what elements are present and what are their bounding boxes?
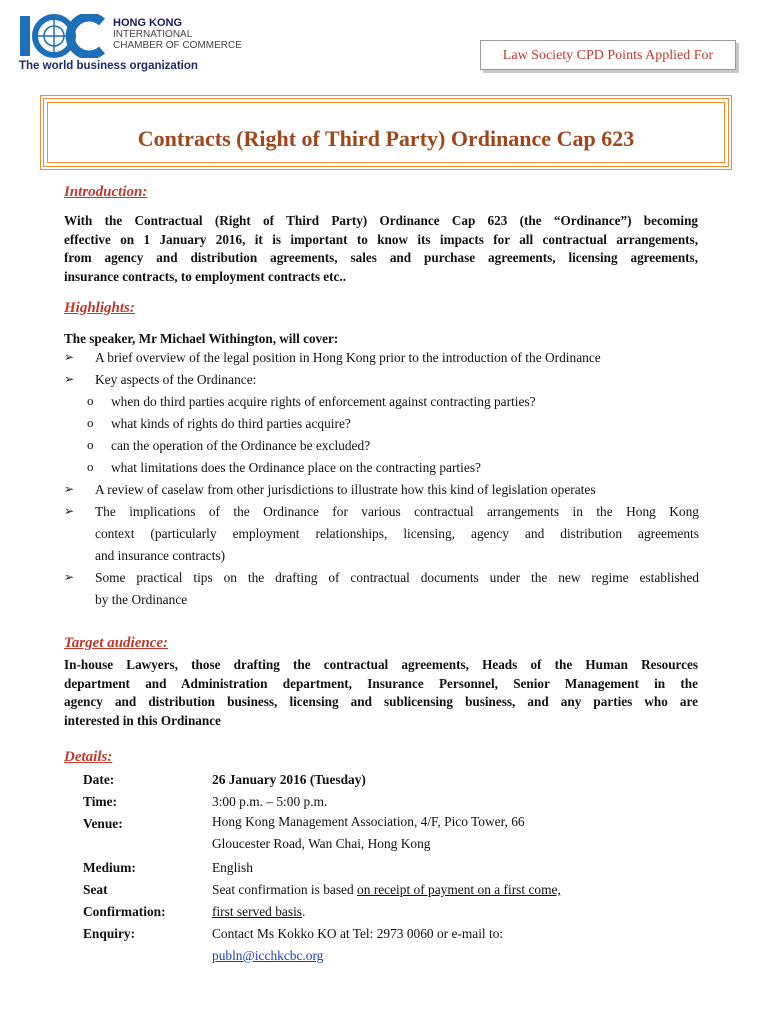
venue-label: Venue: [83,816,123,831]
introduction-heading: Introduction: [64,184,148,200]
venue-line2: Gloucester Road, Wan Chai, Hong Kong [212,836,431,851]
seat-period: . [302,904,306,919]
venue-line1: Hong Kong Management Association, 4/F, Pico Tower, 66 [212,814,525,829]
email-link[interactable]: publn@icchkcbc.org [212,948,324,963]
introduction-text [64,212,698,286]
audience-text [64,656,698,730]
medium-value: English [212,860,253,875]
audience-line: agency and distribution business, licensing and sublicensing business, and any parties who are [64,694,698,709]
icc-globe-icon [18,14,110,58]
circle-bullet-icon: o [87,459,94,474]
seat-value [212,882,561,898]
time-label: Time: [83,794,117,809]
list-item: A brief overview of the legal position in Hong Kong prior to the introduction of the Ordinance [95,350,601,365]
icc-logo [18,14,258,76]
arrow-bullet-icon: ➢ [64,482,75,496]
circle-bullet-icon: o [87,393,94,408]
tagline: The world business organization [19,60,198,72]
intro-line: from agency and distribution agreements, sales and purchase agreements, licensing agreements, [64,250,698,265]
circle-bullet-icon: o [87,437,94,452]
seat-text: Seat confirmation is based [212,882,358,897]
audience-line: interested in this Ordinance [64,712,221,728]
highlights-heading: Highlights: [64,300,135,316]
audience-heading: Target audience: [64,635,169,651]
list-item-cont: by the Ordinance [95,592,188,607]
date-value: 26 January 2016 (Tuesday) [212,772,366,787]
list-item: when do third parties acquire rights of enforcement against contracting parties? [111,394,536,409]
email-row [212,948,323,964]
medium-label: Medium: [83,860,136,875]
arrow-bullet-icon: ➢ [64,372,75,386]
details-heading: Details: [64,749,113,765]
seat-label: Seat [83,882,108,897]
speaker-line: The speaker, Mr Michael Withington, will cover: [64,331,339,346]
arrow-bullet-icon: ➢ [64,504,75,518]
page-title: Contracts (Right of Third Party) Ordinance Cap 623 [137,126,635,151]
seat-underlined: first served basis [212,904,302,919]
intro-line: With the Contractual (Right of Third Party) Ordinance Cap 623 (the “Ordinance”) becoming [64,213,698,228]
audience-line: department and Administration department, Insurance Personnel, Senior Management in the [64,675,698,691]
title-box [40,95,732,170]
arrow-bullet-icon: ➢ [64,570,75,584]
confirmation-label: Confirmation: [83,904,166,919]
list-item-cont: context (particularly employment relationships, licensing, agency and distribution agreements [95,526,699,541]
enquiry-label: Enquiry: [83,926,136,941]
list-item: A review of caselaw from other jurisdictions to illustrate how this kind of legislation operates [95,482,596,497]
list-item: Some practical tips on the drafting of contractual documents under the new regime established [95,570,699,585]
time-value: 3:00 p.m. – 5:00 p.m. [212,794,328,809]
audience-line: In-house Lawyers, those drafting the contractual agreements, Heads of the Human Resources [64,657,698,672]
list-item: can the operation of the Ordinance be excluded? [111,438,371,453]
enquiry-value: Contact Ms Kokko KO at Tel: 2973 0060 or e-mail to: [212,926,504,941]
arrow-bullet-icon: ➢ [64,350,75,364]
org-name: HONG KONG INTERNATIONAL CHAMBER OF COMMERCE [113,17,242,51]
intro-line: insurance contracts, to employment contracts etc.. [64,268,346,284]
seat-value-cont [212,904,305,920]
circle-bullet-icon: o [87,415,94,430]
list-item: what kinds of rights do third parties acquire? [111,416,351,431]
cpd-badge: Law Society CPD Points Applied For [480,40,736,70]
intro-line: effective on 1 January 2016, it is important to know its impacts for all contractual arrangements, [64,231,698,247]
list-item-cont: and insurance contracts) [95,548,226,563]
seat-underlined: on receipt of payment on a first come, [357,882,561,897]
list-item: what limitations does the Ordinance place on the contracting parties? [111,460,481,475]
list-item: Key aspects of the Ordinance: [95,372,257,387]
list-item: The implications of the Ordinance for various contractual arrangements in the Hong Kong [95,504,699,519]
date-label: Date: [83,772,115,787]
